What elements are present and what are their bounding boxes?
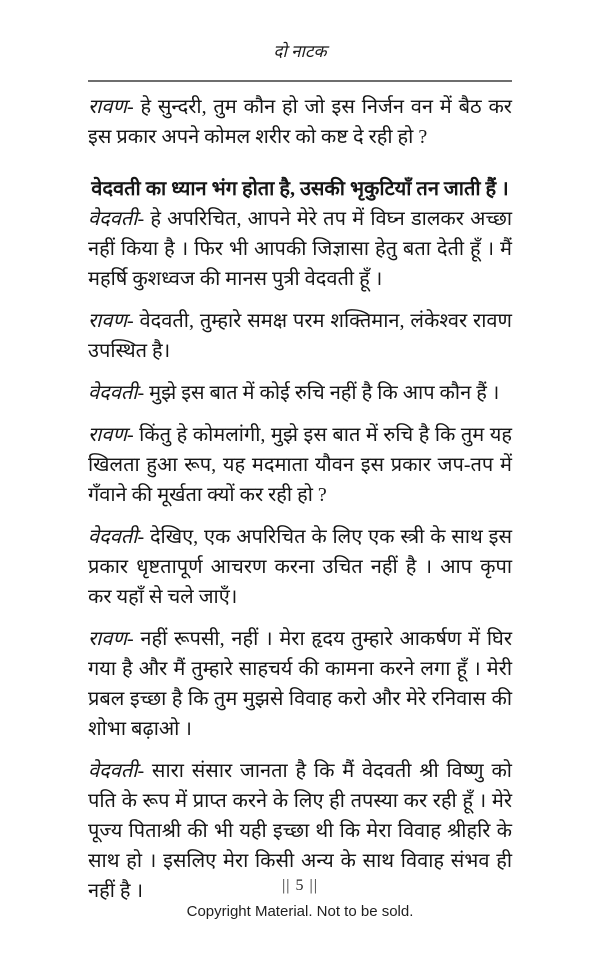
dialogue-paragraph: [88, 92, 512, 152]
speaker-name: रावण-: [88, 424, 134, 446]
speaker-name: रावण-: [88, 628, 134, 650]
copyright-notice: Copyright Material. Not to be sold.: [186, 903, 414, 920]
dialogue-text: देखिए, एक अपरिचित के लिए एक स्त्री के साथ इस प्रकार धृष्टतापूर्ण आचरण करना उचित नहीं है । आप कृपा कर यहाँ से चले जाएँ।: [88, 526, 512, 608]
running-head-title: दो नाटक: [273, 42, 327, 61]
header-divider: [88, 80, 512, 82]
speaker-name: रावण-: [88, 96, 134, 118]
dialogue-text: नहीं रूपसी, नहीं । मेरा हृदय तुम्हारे आकर्षण में घिर गया है और मैं तुम्हारे साहचर्य की कामना करने लगा हूँ । मेरी प्रबल इच्छा है कि तुम मुझसे विवाह करो और मेरे रनिवास की शोभा बढ़ाओ ।: [88, 628, 512, 740]
dialogue-paragraph: [88, 306, 512, 366]
page-footer: [0, 876, 600, 921]
dialogue-text: किंतु हे कोमलांगी, मुझे इस बात में रुचि है कि तुम यह खिलता हुआ रूप, यह मदमाता यौवन इस प्रकार जप-तप में गँवाने की मूर्खता क्यों कर रही हो ?: [88, 424, 512, 506]
dialogue-paragraph: [88, 204, 512, 294]
dialogue-text: सारा संसार जानता है कि मैं वेदवती श्री विष्णु को पति के रूप में प्राप्त करने के लिए ही तपस्या कर रही हूँ । मेरे पूज्य पिताश्री की भी यही इच्छा थी कि मेरा विवाह श्रीहरि के साथ हो । इसलिए मेरा किसी अन्य के साथ विवाह संभव ही नहीं है ।: [88, 760, 512, 902]
speaker-name: वेदवती-: [88, 208, 145, 230]
page-number: || 5 ||: [282, 877, 318, 894]
speaker-name: वेदवती-: [88, 382, 145, 404]
dialogue-paragraph: [88, 378, 512, 408]
speaker-name: वेदवती-: [88, 760, 145, 782]
speaker-name: वेदवती-: [88, 526, 145, 548]
dialogue-paragraph: [88, 522, 512, 612]
stage-direction: वेदवती का ध्यान भंग होता है, उसकी भृकुटियाँ तन जाती हैं ।: [91, 178, 509, 200]
page-body: [88, 90, 512, 906]
dialogue-text: हे सुन्दरी, तुम कौन हो जो इस निर्जन वन में बैठ कर इस प्रकार अपने कोमल शरीर को कष्ट दे रही हो ?: [88, 96, 512, 148]
dialogue-text: वेदवती, तुम्हारे समक्ष परम शक्तिमान, लंकेश्वर रावण उपस्थित है।: [88, 310, 513, 362]
speaker-name: रावण-: [88, 310, 134, 332]
dialogue-text: हे अपरिचित, आपने मेरे तप में विघ्न डालकर अच्छा नहीं किया है । फिर भी आपकी जिज्ञासा हेतु बता देती हूँ । मैं महर्षि कुशध्वज की मानस पुत्री वेदवती हूँ ।: [88, 208, 513, 290]
dialogue-paragraph: [88, 624, 512, 744]
dialogue-text: मुझे इस बात में कोई रुचि नहीं है कि आप कौन हैं ।: [149, 382, 500, 404]
dialogue-paragraph: [88, 420, 512, 510]
